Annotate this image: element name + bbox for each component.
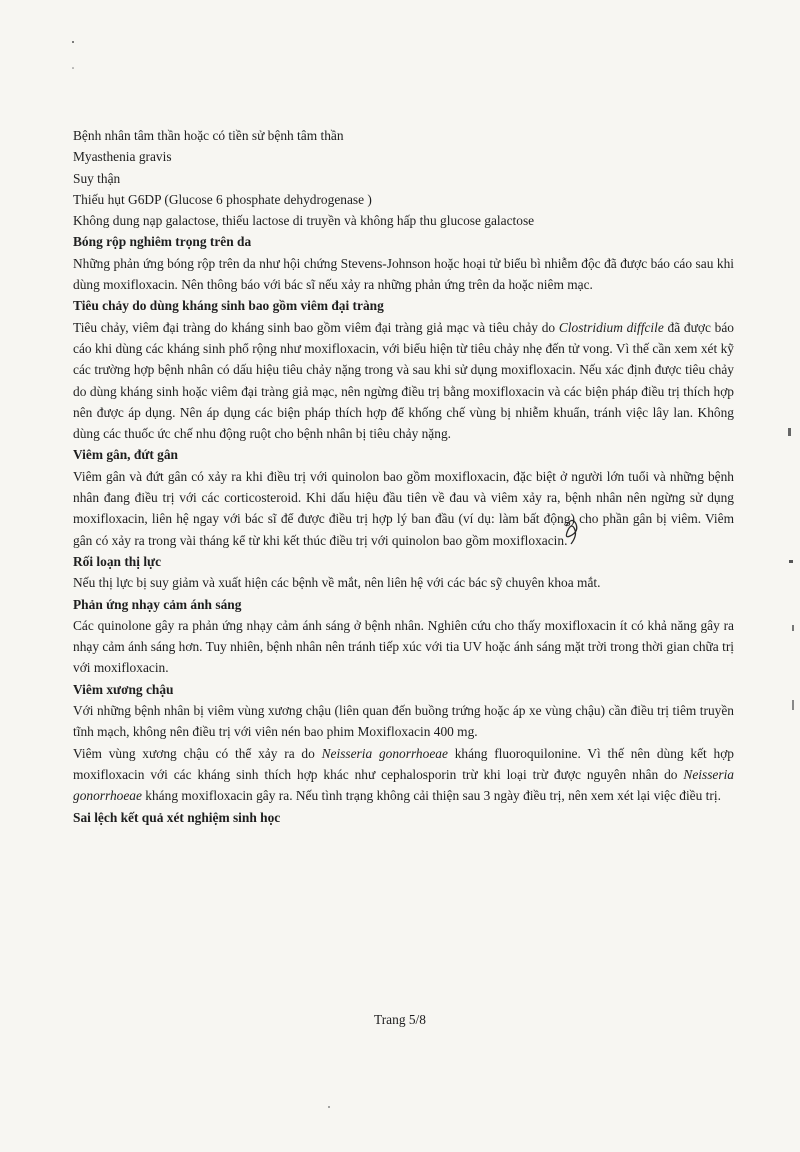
scan-edge-mark: [792, 700, 794, 710]
section-heading-photosensitivity: Phản ứng nhạy cảm ánh sáng: [73, 596, 242, 612]
section-heading-pelvic: Viêm xương chậu: [73, 681, 174, 697]
pelvic-text-b: kháng fluoroquilonine. Vì thế nên dùng kết hợp moxifloxacin với các kháng sinh thích hợp khác như cephalosporin trừ khi loại trừ được nguyên nhân do: [73, 745, 734, 782]
tendon-paragraph: Viêm gân và đứt gân có xảy ra khi điều trị với quinolon bao gồm moxifloxacin, đặc biệt ở người lớn tuổi và những bệnh nhân đang điều trị với các corticosteroid. Khi dấu hiệu đầu tiên về đau và viêm xảy ra, bệnh nhân nên ngừng sử dụng moxifloxacin, liên hệ ngay với bác sĩ để được điều trị hợp lý ban đầu (ví dụ: làm bất động) cho phần gân bị viêm. Viêm gân có xảy ra trong vài tháng kể từ khi kết thúc điều trị với quinolon bao gồm moxifloxacin.: [73, 468, 734, 548]
section-heading-blistering: Bóng rộp nghiêm trọng trên da: [73, 234, 252, 250]
section-heading-diarrhea: Tiêu chảy do dùng kháng sinh bao gồm viêm đại tràng: [73, 298, 384, 314]
contraindication-item: Không dung nạp galactose, thiếu lactose di truyền và không hấp thu glucose galactose: [73, 213, 535, 229]
scan-edge-mark: [788, 428, 791, 436]
diarrhea-text-a: Tiêu chảy, viêm đại tràng do kháng sinh bao gồm viêm đại tràng giả mạc và tiêu chảy do: [73, 319, 559, 335]
diarrhea-paragraph: [73, 317, 734, 445]
contraindication-item: Thiếu hụt G6DP (Glucose 6 phosphate dehydrogenase ): [73, 191, 372, 207]
pelvic-text-c: kháng moxifloxacin gây ra. Nếu tình trạng không cải thiện sau 3 ngày điều trị, nên xem xét lại việc điều trị.: [141, 788, 721, 804]
section-heading-vision: Rối loạn thị lực: [73, 553, 162, 569]
diarrhea-organism: Clostridium diffcile: [558, 319, 664, 335]
pelvic-organism-2: Neisseria gonorrhoeae: [73, 766, 734, 804]
scan-speck: [328, 1106, 330, 1108]
scan-edge-mark: [792, 625, 794, 631]
scan-edge-mark: [789, 560, 793, 563]
pelvic-text-a: Viêm vùng xương chậu có thể xảy ra do: [73, 745, 322, 761]
section-heading-tendon: Viêm gân, đứt gân: [73, 447, 178, 463]
contraindication-item: Suy thận: [73, 170, 121, 186]
photosensitivity-paragraph: Các quinolone gây ra phản ứng nhạy cảm ánh sáng ở bệnh nhân. Nghiên cứu cho thấy moxifloxacin ít có khả năng gây ra nhạy cảm ánh sáng hơn. Tuy nhiên, bệnh nhân nên tránh tiếp xúc với tia UV hoặc ánh sáng mặt trời trong thời gian chữa trị với moxifloxacin.: [73, 617, 734, 676]
pelvic-paragraph-2: [73, 743, 734, 807]
blistering-paragraph: Những phản ứng bóng rộp trên da như hội chứng Stevens-Johnson hoặc hoại tử biểu bì nhiễm độc đã được báo cáo sau khi dùng moxifloxacin. Nên thông báo với bác sĩ nếu xảy ra những phản ứng trên da hoặc niêm mạc.: [73, 255, 734, 293]
scan-speck: [72, 67, 74, 69]
contraindication-item: Bệnh nhân tâm thần hoặc có tiền sử bệnh tâm thần: [73, 128, 344, 143]
contraindication-list: [73, 125, 734, 231]
vision-paragraph: Nếu thị lực bị suy giảm và xuất hiện các bệnh về mắt, nên liên hệ với các bác sỹ chuyên khoa mắt.: [73, 575, 601, 591]
pelvic-paragraph-1: Với những bệnh nhân bị viêm vùng xương chậu (liên quan đến buồng trứng hoặc áp xe vùng chậu) cần điều trị tiêm truyền tĩnh mạch, không nên điều trị với viên nén bao phim Moxifloxacin 400 mg.: [73, 703, 734, 740]
section-heading-lab: Sai lệch kết quả xét nghiệm sinh học: [73, 809, 281, 825]
diarrhea-text-b: đã được báo cáo khi dùng các kháng sinh phổ rộng như moxifloxacin, với biểu hiện từ tiêu chảy nhẹ đến tử vong. Vì thế cần xem xét kỹ các trường hợp bệnh nhân có dấu hiệu tiêu chảy nặng trong và sau khi sử dụng moxifloxacin. Nếu xác định được tiêu chảy do dùng kháng sinh hoặc viêm đại tràng giả mạc, nên ngừng điều trị bằng moxifloxacin và các biện pháp điều trị thích hợp nên được áp dụng. Nên áp dụng các biện pháp thích hợp để khống chế vùng bị nhiễm khuẩn, tránh việc lây lan. Không dùng các thuốc ức chế nhu động ruột cho bệnh nhân bị tiêu chảy nặng.: [73, 319, 734, 442]
document-body: [73, 125, 734, 828]
contraindication-item: Myasthenia gravis: [73, 149, 172, 165]
scan-speck: [72, 41, 74, 43]
pelvic-organism-1: Neisseria gonorrhoeae: [321, 745, 448, 761]
page-number: Trang 5/8: [374, 1012, 426, 1027]
